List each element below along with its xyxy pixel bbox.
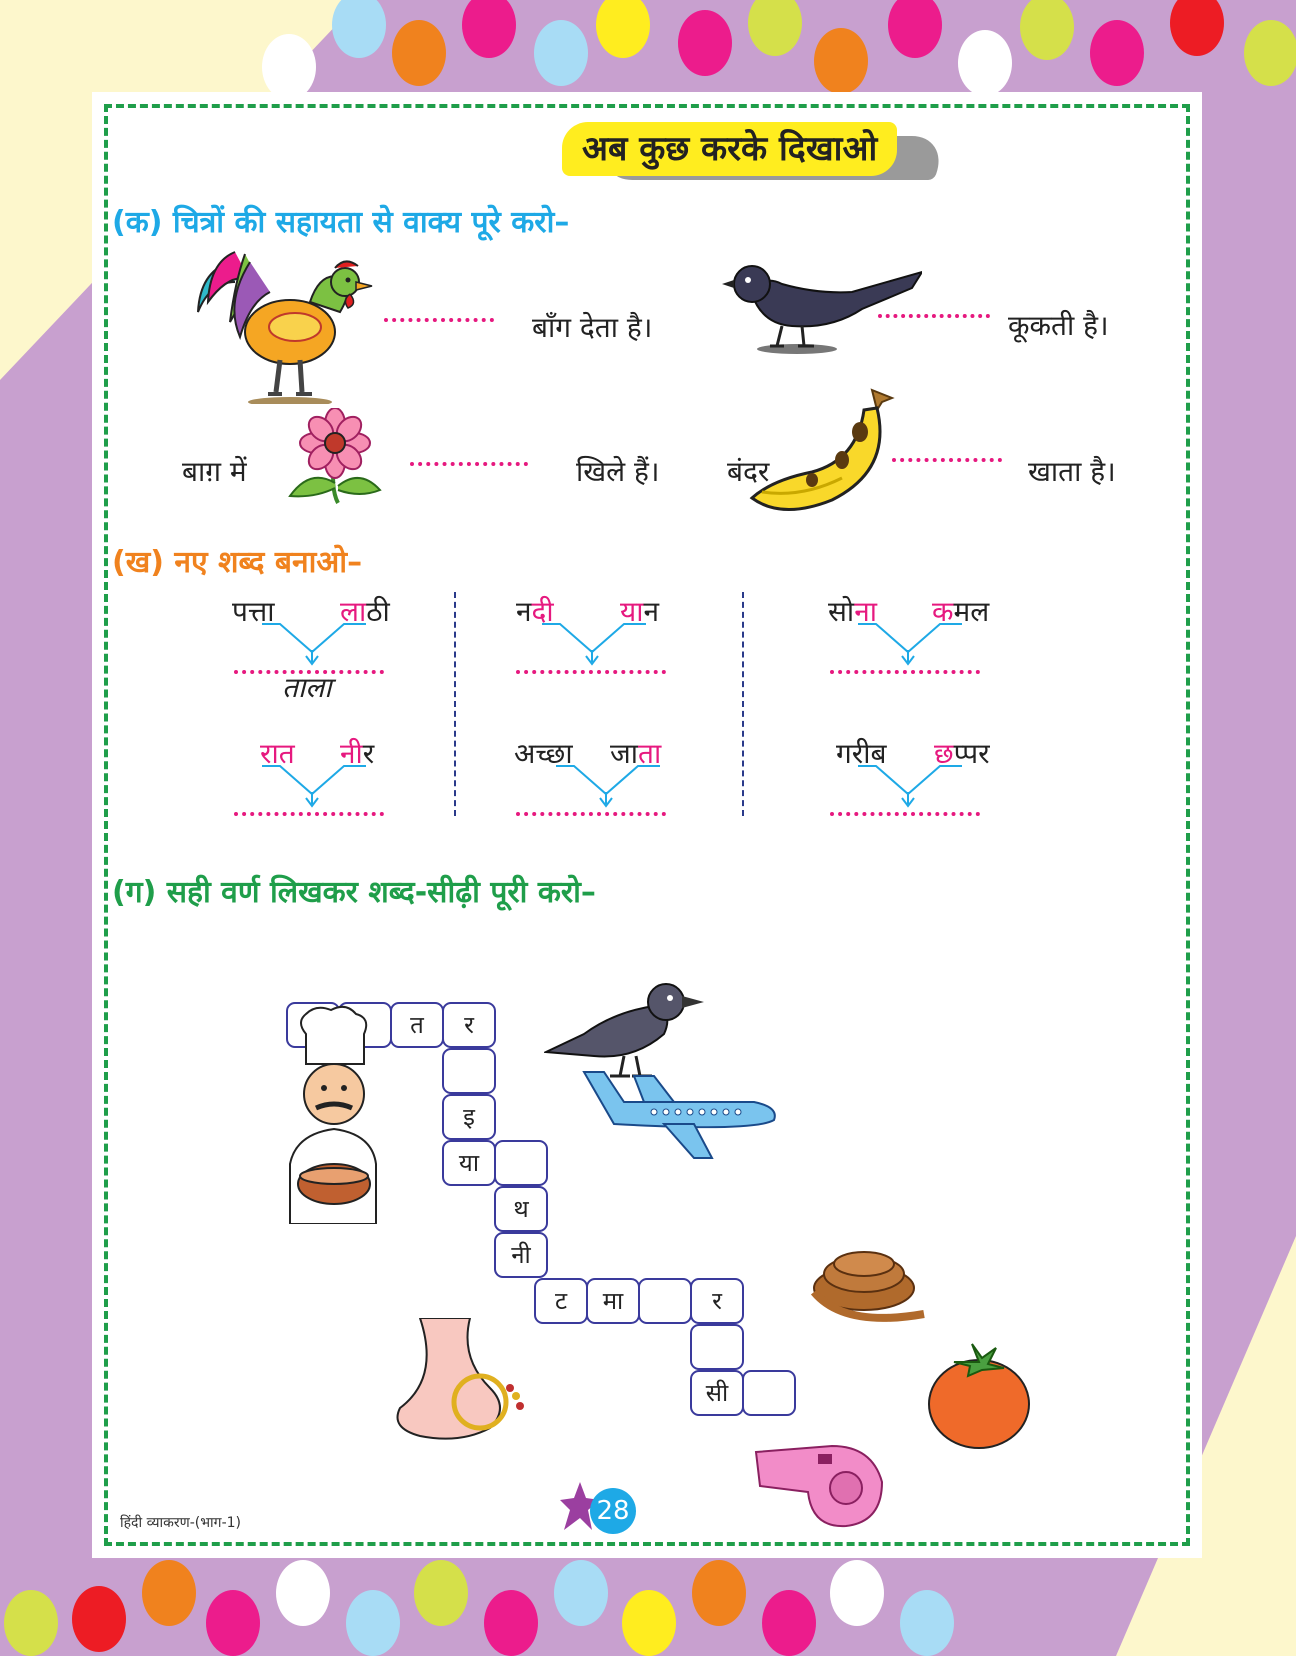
column-divider xyxy=(454,592,456,816)
word-part: प्पर xyxy=(953,737,990,770)
sentence-4: खाता है। xyxy=(1028,455,1116,488)
ladder-cell[interactable] xyxy=(638,1278,692,1324)
merge-arrow-icon xyxy=(540,622,650,666)
rope-icon xyxy=(804,1238,934,1328)
nose-ring-icon xyxy=(380,1318,550,1448)
merge-arrow-icon xyxy=(856,764,966,808)
sentence-3: खिले हैं। xyxy=(576,455,660,488)
answer-blank[interactable] xyxy=(234,812,384,816)
rooster-icon xyxy=(190,242,380,404)
worksheet-page xyxy=(92,92,1202,1558)
word-part-highlight: या xyxy=(620,595,644,628)
word-part: मल xyxy=(953,595,990,628)
answer-blank[interactable] xyxy=(516,812,666,816)
ladder-cell[interactable] xyxy=(442,1048,496,1094)
page-number: 28 xyxy=(590,1488,636,1534)
word-part-highlight: ता xyxy=(638,737,662,770)
sentence-2: कूकती है। xyxy=(1008,309,1109,342)
cuckoo-bird-icon xyxy=(722,254,922,354)
whistle-icon xyxy=(752,1442,892,1532)
word-part: न xyxy=(643,595,660,628)
word-part-highlight: क xyxy=(932,595,954,628)
word-part-highlight: दी xyxy=(531,595,554,628)
sentence-1: बाँग देता है। xyxy=(532,311,653,344)
word-part-highlight: रात xyxy=(260,737,295,770)
sentence-4-prefix: बंदर xyxy=(727,455,770,488)
banana-icon xyxy=(742,380,902,520)
airplane-icon xyxy=(574,1062,784,1162)
ladder-cell[interactable] xyxy=(494,1140,548,1186)
merge-arrow-icon xyxy=(260,764,370,808)
word-part-highlight: छ xyxy=(934,737,954,770)
word-part: जा xyxy=(610,737,639,770)
section-b-heading: (ख) नए शब्द बनाओ– xyxy=(112,545,363,580)
answer-blank[interactable] xyxy=(516,670,666,674)
word-part: ठी xyxy=(366,595,390,628)
column-divider xyxy=(742,592,744,816)
answer-blank[interactable] xyxy=(878,314,990,318)
ladder-cell[interactable]: र xyxy=(690,1278,744,1324)
ladder-cell[interactable]: मा xyxy=(586,1278,640,1324)
word-part: गरीब xyxy=(836,737,887,770)
merge-arrow-icon xyxy=(554,764,664,808)
tomato-icon xyxy=(924,1342,1034,1452)
answer-blank[interactable] xyxy=(830,812,980,816)
section-a-heading: (क) चित्रों की सहायता से वाक्य पूरे करो– xyxy=(112,205,570,240)
ladder-cell[interactable] xyxy=(690,1324,744,1370)
answer-blank[interactable] xyxy=(892,458,1002,462)
page-title: अब कुछ करके दिखाओ xyxy=(562,122,897,176)
merge-arrow-icon xyxy=(260,622,370,666)
ladder-cell[interactable]: ट xyxy=(534,1278,588,1324)
word-part: पत् xyxy=(232,595,275,628)
word-part-highlight: नी xyxy=(340,737,363,770)
ladder-cell[interactable]: सी xyxy=(690,1370,744,1416)
ladder-cell[interactable]: थ xyxy=(494,1186,548,1232)
word-part-highlight: ला xyxy=(340,595,367,628)
section-c-heading: (ग) सही वर्ण लिखकर शब्द-सीढ़ी पूरी करो– xyxy=(112,875,596,910)
answer-blank[interactable] xyxy=(410,462,528,466)
word-part: र xyxy=(362,737,375,770)
cook-icon xyxy=(276,1004,386,1224)
word-part: न xyxy=(516,595,532,628)
word-part: सो xyxy=(828,595,855,628)
answer-example: ताला xyxy=(282,671,332,704)
ladder-cell[interactable]: या xyxy=(442,1140,496,1186)
answer-blank[interactable] xyxy=(384,318,494,322)
ladder-cell[interactable]: र xyxy=(442,1002,496,1048)
ladder-cell[interactable] xyxy=(742,1370,796,1416)
answer-blank[interactable] xyxy=(830,670,980,674)
sentence-3-prefix: बाग़ में xyxy=(182,455,247,488)
ladder-cell[interactable]: इ xyxy=(442,1094,496,1140)
merge-arrow-icon xyxy=(856,622,966,666)
ladder-cell[interactable]: नी xyxy=(494,1232,548,1278)
flower-icon xyxy=(280,408,390,508)
footer-book-title: हिंदी व्याकरण-(भाग-1) xyxy=(120,1515,241,1531)
word-part: अच् xyxy=(514,737,573,770)
ladder-cell[interactable]: त xyxy=(390,1002,444,1048)
word-part-highlight: ना xyxy=(854,595,877,628)
